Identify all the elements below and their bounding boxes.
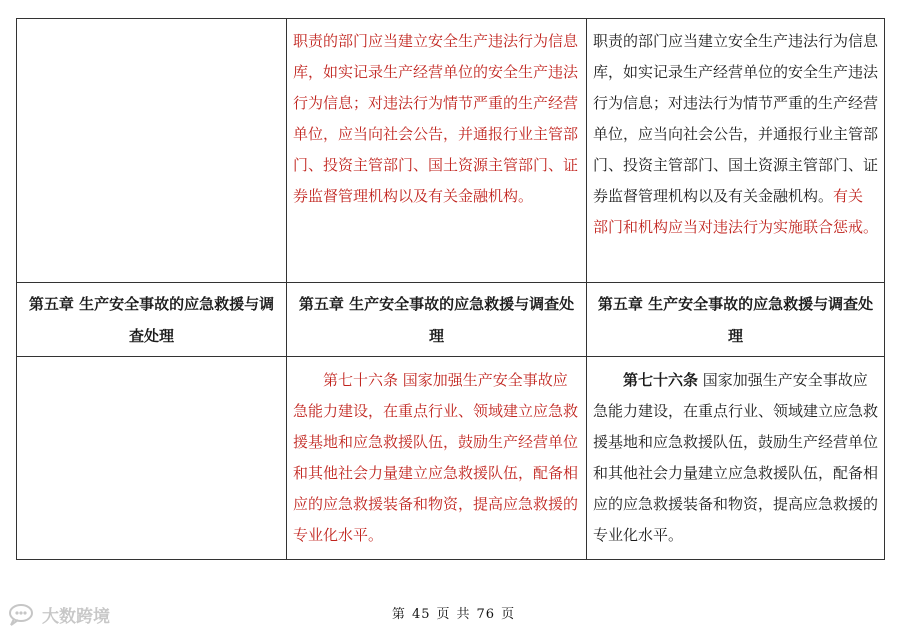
- chapter-heading-original: [17, 283, 287, 357]
- footer-text: 页: [501, 607, 516, 622]
- footer-text: 页: [436, 607, 451, 622]
- total-pages: 76: [476, 607, 496, 622]
- page-number: 45: [411, 607, 431, 622]
- table-cell-revised: [587, 19, 885, 283]
- chapter-title: 第五章 生产安全事故的应急救援与调查处理: [298, 294, 575, 345]
- page-footer: [0, 603, 907, 622]
- table-cell-revised: [587, 357, 885, 560]
- table-row: [17, 19, 885, 283]
- footer-text: 第: [391, 607, 406, 622]
- watermark-text: 大数跨境: [42, 606, 110, 627]
- table-row: [17, 357, 885, 560]
- table-row: [17, 283, 885, 357]
- table-cell-draft: [287, 357, 587, 560]
- cell-text: 职责的部门应当建立安全生产违法行为信息库，如实记录生产经营单位的安全生产违法行为信息；对违法行为情节严重的生产经营单位，应当向社会公告，并通报行业主管部门、投资主管部门、国土资源主管部门、证券监督管理机构以及有关金融机构。: [593, 32, 879, 205]
- cell-text: 职责的部门应当建立安全生产违法行为信息库，如实记录生产经营单位的安全生产违法行为信息；对违法行为情节严重的生产经营单位，应当向社会公告，并通报行业主管部门、投资主管部门、国土资源主管部门、证券监督管理机构以及有关金融机构。: [293, 32, 579, 205]
- table-cell-original: [17, 357, 287, 560]
- footer-text: 共: [456, 607, 471, 622]
- table-cell-original: [17, 19, 287, 283]
- cell-text: 国家加强生产安全事故应急能力建设，在重点行业、领域建立应急救援基地和应急救援队伍，鼓励生产经营单位和其他社会力量建立应急救援队伍，配备相应的应急救援装备和物资，提高应急救援的专业化水平。: [593, 371, 879, 544]
- article-number: 第七十六条: [623, 371, 699, 389]
- chapter-title: 第五章 生产安全事故的应急救援与调查处理: [28, 294, 275, 345]
- chapter-heading-revised: [587, 283, 885, 357]
- cell-text: 第七十六条 国家加强生产安全事故应急能力建设，在重点行业、领域建立应急救援基地和应急救援队伍，鼓励生产经营单位和其他社会力量建立应急救援队伍，配备相应的应急救援装备和物资，提高应急救援的专业化水平。: [293, 371, 579, 544]
- comparison-table: [16, 18, 885, 560]
- chapter-title: 第五章 生产安全事故的应急救援与调查处理: [597, 294, 874, 345]
- cell-text-added: 有关部门和机构应当对违法行为实施联合惩戒。: [593, 187, 879, 236]
- table-cell-draft: [287, 19, 587, 283]
- chapter-heading-draft: [287, 283, 587, 357]
